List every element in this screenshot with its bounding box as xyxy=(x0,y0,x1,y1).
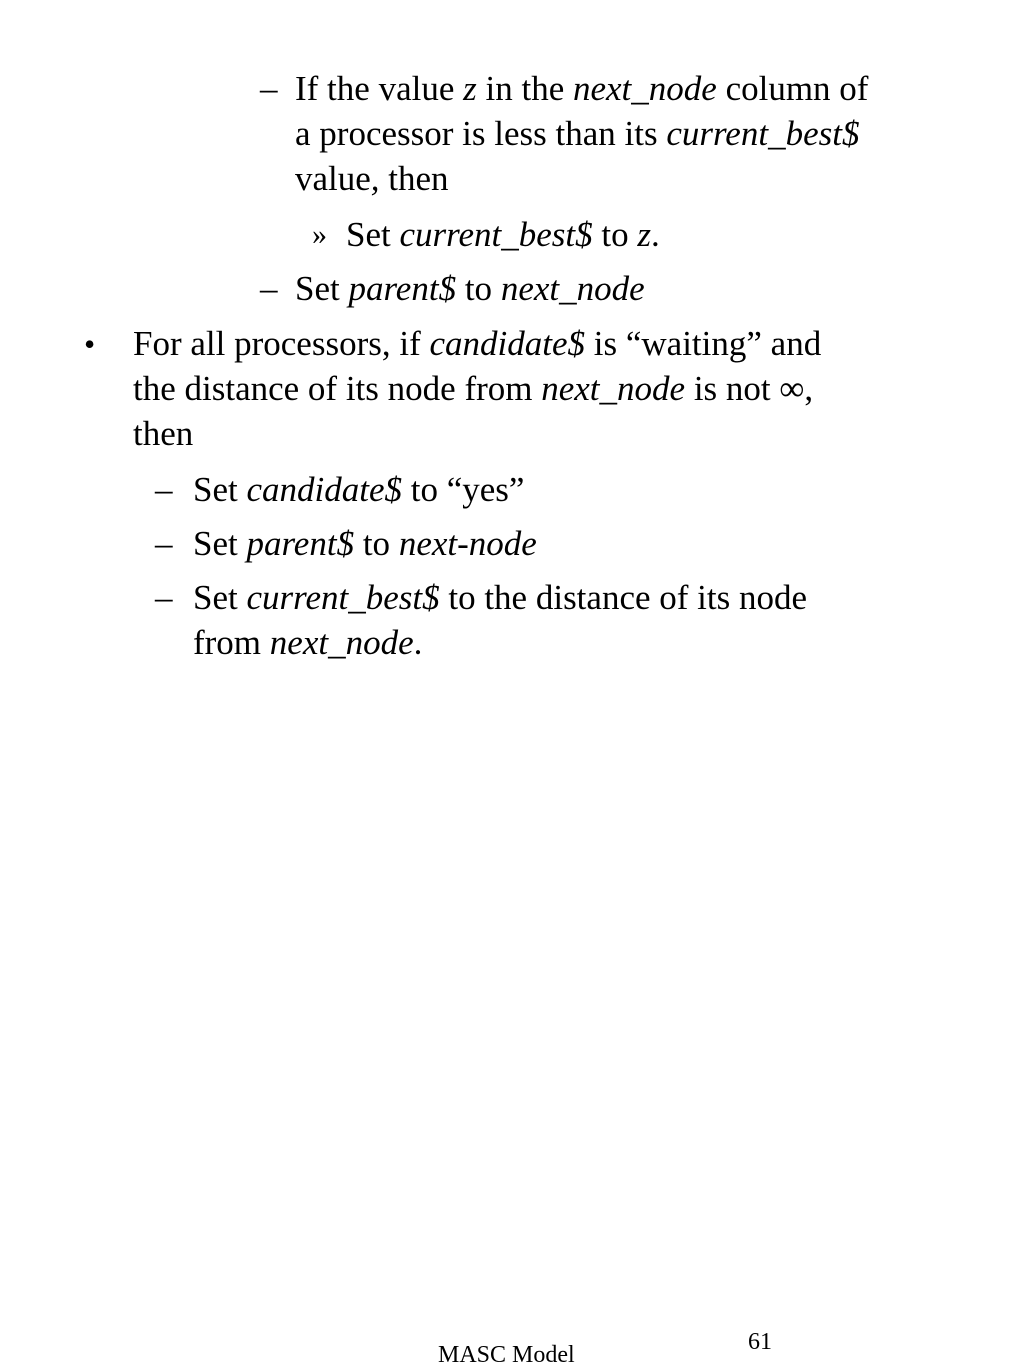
item-line xyxy=(193,576,807,620)
italic-term: current_best$ xyxy=(666,114,860,153)
text-run: . xyxy=(413,623,423,662)
item-line xyxy=(295,157,449,201)
text-run: Set xyxy=(193,578,247,617)
item-line xyxy=(193,621,422,665)
item-line xyxy=(133,322,821,366)
chevron-marker: » xyxy=(312,218,327,251)
italic-term: z xyxy=(463,69,477,108)
item-line xyxy=(133,412,193,456)
text-run: to the distance of its node xyxy=(439,578,808,617)
text-run: to xyxy=(354,524,399,563)
text-run: in the xyxy=(476,69,573,108)
text-run: Set xyxy=(346,215,400,254)
italic-term: next_node xyxy=(572,69,717,108)
text-run: column of xyxy=(716,69,869,108)
dash-marker: – xyxy=(155,578,173,617)
text-run: the distance of its node from xyxy=(133,369,542,408)
text-run: then xyxy=(379,159,449,198)
dash-marker: – xyxy=(155,470,173,509)
text-run: . xyxy=(650,215,660,254)
dash-marker: – xyxy=(260,69,278,108)
italic-term: next_node xyxy=(541,369,686,408)
italic-term: next-node xyxy=(398,524,537,563)
italic-term: current_best$ xyxy=(399,215,593,254)
italic-term: , xyxy=(370,159,380,198)
item-line xyxy=(133,367,813,411)
item-line xyxy=(193,468,524,512)
italic-term: z xyxy=(637,215,651,254)
item-line xyxy=(346,213,660,257)
text-run: Set xyxy=(193,470,247,509)
italic-term: parent$ xyxy=(348,269,457,308)
italic-term: next_node xyxy=(269,623,414,662)
text-run: If the value xyxy=(295,69,464,108)
text-run: to xyxy=(592,215,638,254)
italic-term: parent$ xyxy=(246,524,355,563)
text-run: to xyxy=(456,269,501,308)
text-run: from xyxy=(193,623,270,662)
text-run: to “yes” xyxy=(402,470,525,509)
item-line xyxy=(295,112,859,156)
dash-marker: – xyxy=(155,524,173,563)
text-run: Set xyxy=(193,524,247,563)
text-run: For all processors, if xyxy=(133,324,430,363)
page-number: 61 xyxy=(748,1329,772,1355)
text-run: value xyxy=(295,159,371,198)
text-run: Set xyxy=(295,269,349,308)
footer-title: MASC Model xyxy=(438,1342,575,1368)
text-run: is “waiting” and xyxy=(585,324,822,363)
italic-term: next_node xyxy=(500,269,645,308)
item-line xyxy=(193,522,537,566)
italic-term: current_best$ xyxy=(246,578,440,617)
item-line xyxy=(295,67,868,111)
text-run: is not ∞, xyxy=(685,369,814,408)
item-line xyxy=(295,267,645,311)
bullet-marker: • xyxy=(84,326,96,362)
italic-term: candidate$ xyxy=(429,324,586,363)
italic-term: candidate$ xyxy=(246,470,403,509)
dash-marker: – xyxy=(260,269,278,308)
text-run: then xyxy=(133,414,194,453)
text-run: a processor is less than its xyxy=(295,114,667,153)
